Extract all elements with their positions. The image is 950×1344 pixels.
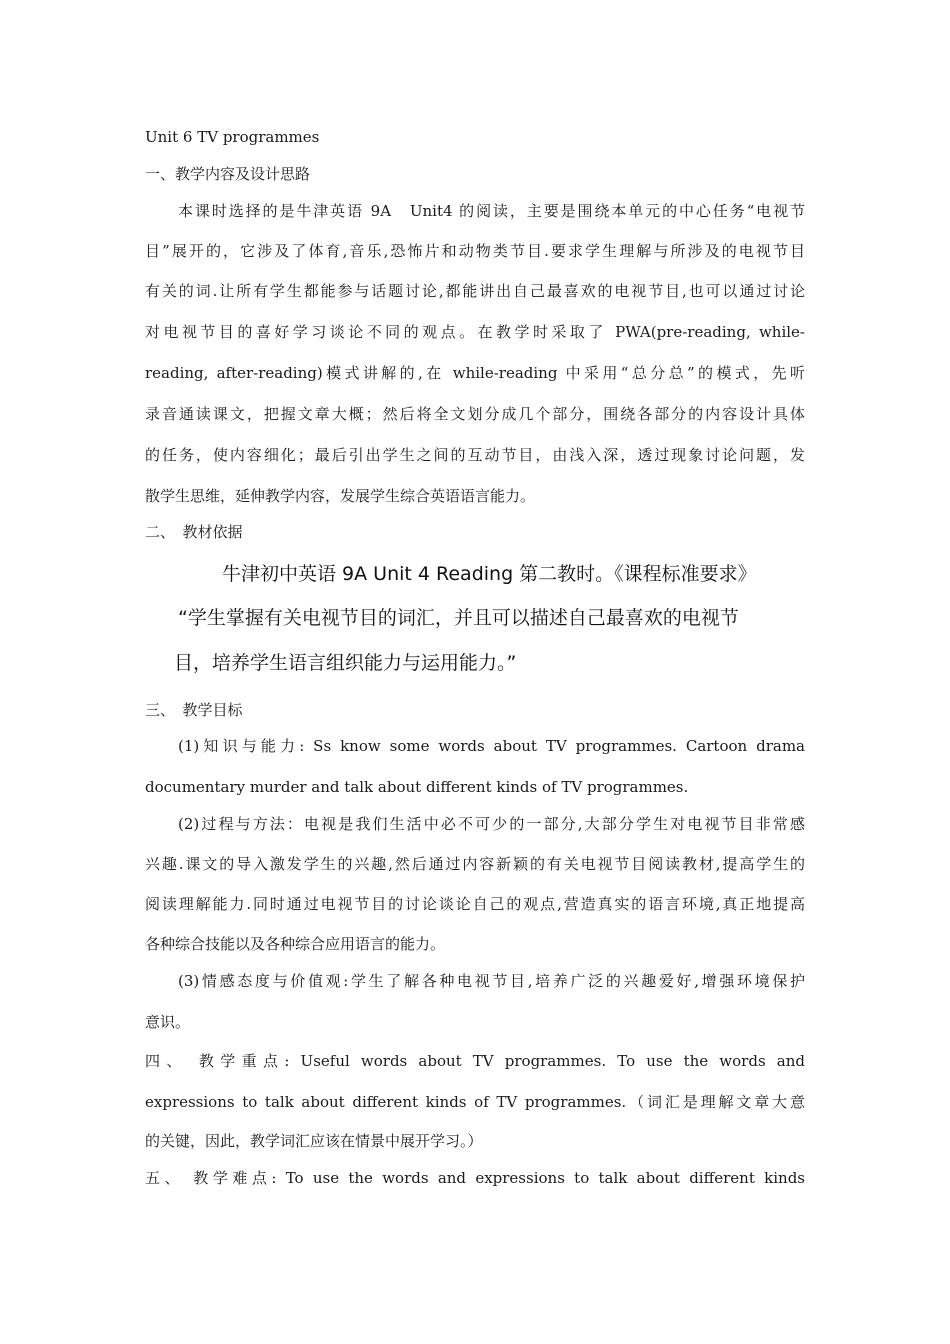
section-5-line: 五、 教学难点: To use the words and expressions to talk about different kinds	[145, 1169, 805, 1187]
paragraph-line: (1)知识与能力: Ss know some words about TV programmes. Cartoon drama	[178, 737, 805, 755]
paragraph-line: 散学生思维，延伸教学内容，发展学生综合英语语言能力。	[145, 487, 536, 505]
paragraph-line: documentary murder and talk about different kinds of TV programmes.	[145, 778, 689, 796]
section-2-heading: 二、 教材依据	[145, 523, 243, 541]
section-4-line: expressions to talk about different kinds of TV programmes.（词汇是理解文章大意	[145, 1093, 805, 1111]
paragraph-line: (3)情感态度与价值观:学生了解各种电视节目,培养广泛的兴趣爱好,增强环境保护	[178, 972, 805, 990]
section-3-heading: 三、 教学目标	[145, 701, 243, 719]
paragraph-line: 意识。	[145, 1013, 191, 1031]
section-1-heading: 一、教学内容及设计思路	[145, 165, 311, 183]
quote-line: 目，培养学生语言组织能力与运用能力。”	[174, 652, 517, 674]
paragraph-line: 各种综合技能以及各种综合应用语言的能力。	[145, 935, 446, 953]
paragraph-line: 兴趣.课文的导入激发学生的兴趣,然后通过内容新颖的有关电视节目阅读教材,提高学生的	[145, 855, 805, 873]
paragraph-line: 阅读理解能力.同时通过电视节目的讨论谈论自己的观点,营造真实的语言环境,真正地提高	[145, 895, 805, 913]
paragraph-line: 对电视节目的喜好学习谈论不同的观点。在教学时采取了 PWA(pre-reading, while-	[145, 323, 805, 341]
paragraph-line: reading, after-reading)模式讲解的,在 while-reading 中采用“总分总”的模式，先听	[145, 364, 805, 382]
doc-title: Unit 6 TV programmes	[145, 128, 320, 146]
paragraph-line: 本课时选择的是牛津英语 9A Unit4 的阅读，主要是围绕本单元的中心任务“电视节	[178, 202, 805, 220]
quote-line: 牛津初中英语 9A Unit 4 Reading 第二教时。《课程标准要求》	[222, 563, 757, 585]
paragraph-line: (2)过程与方法：电视是我们生活中必不可少的一部分,大部分学生对电视节目非常感	[178, 815, 805, 833]
paragraph-line: 目”展开的，它涉及了体育,音乐,恐怖片和动物类节目.要求学生理解与所涉及的电视节目	[145, 242, 805, 260]
section-4-line: 四、 教学重点: Useful words about TV programmes. To use the words and	[145, 1052, 805, 1070]
paragraph-line: 有关的词.让所有学生都能参与话题讨论,都能讲出自己最喜欢的电视节目,也可以通过讨论	[145, 282, 805, 300]
paragraph-line: 的任务，使内容细化；最后引出学生之间的互动节目，由浅入深，透过现象讨论问题，发	[145, 446, 805, 464]
section-4-line: 的关键，因此，教学词汇应该在情景中展开学习。）	[145, 1132, 483, 1150]
quote-line: “学生掌握有关电视节目的词汇，并且可以描述自己最喜欢的电视节	[178, 607, 739, 629]
paragraph-line: 录音通读课文，把握文章大概；然后将全文划分成几个部分，围绕各部分的内容设计具体	[145, 405, 805, 423]
